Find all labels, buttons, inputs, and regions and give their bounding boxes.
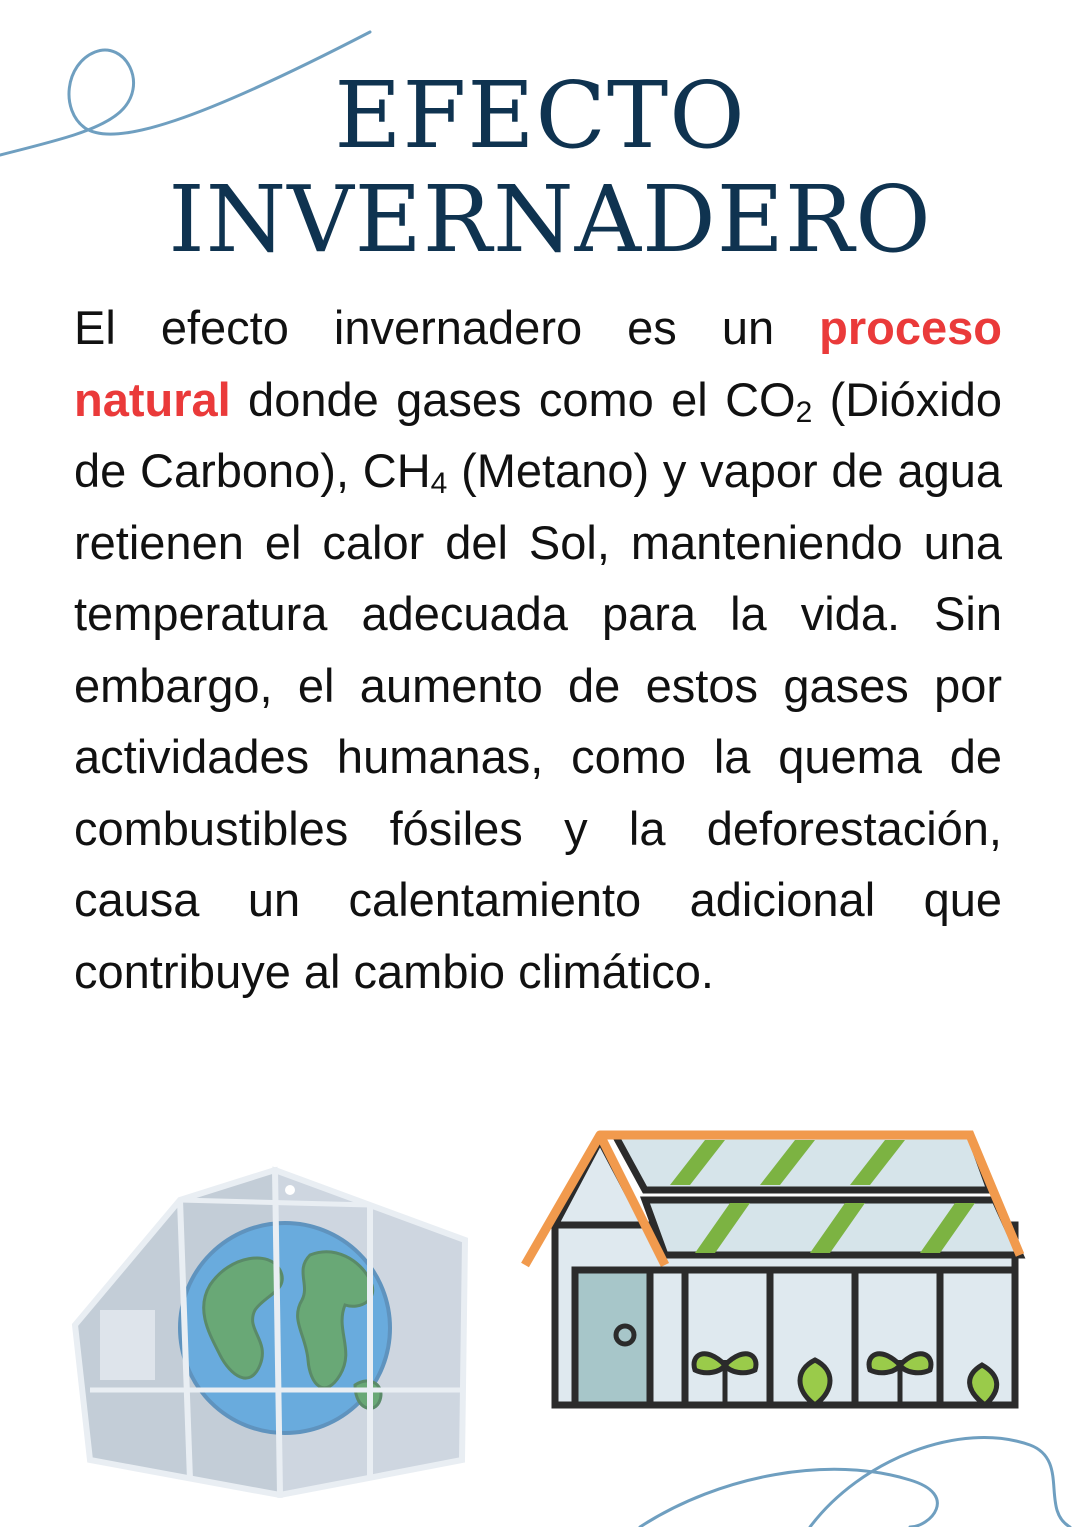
highlight-proceso: proceso (819, 301, 1002, 354)
page-title-line-2: INVERNADERO (168, 166, 932, 273)
paragraph-text-3: (Dióxido de Carbono), CH (74, 372, 1003, 497)
earth-greenhouse-illustration (70, 1160, 470, 1505)
body-paragraph (74, 292, 1002, 1007)
subscript-4: 4 (430, 467, 448, 500)
page-title-line-1: EFECTO (334, 62, 746, 169)
greenhouse-illustration (520, 1125, 1030, 1415)
swirl-decoration-bottom (600, 1400, 1080, 1527)
subscript-2: 2 (795, 395, 813, 429)
highlight-natural: natural (74, 372, 231, 426)
paragraph-text-2: donde gases como el CO (230, 372, 796, 426)
paragraph-text-1: El efecto invernadero es un (74, 301, 820, 354)
paragraph-text-4: (Metano) y vapor de agua retienen el calor del Sol, manteniendo una temperatura adecuada para la vida. Sin embargo, el aumento de estos gases por actividades humanas, como la quema de combustibles fósiles y la deforestación, causa un calentamiento adicional que contribuye al cambio climático. (74, 444, 1002, 998)
